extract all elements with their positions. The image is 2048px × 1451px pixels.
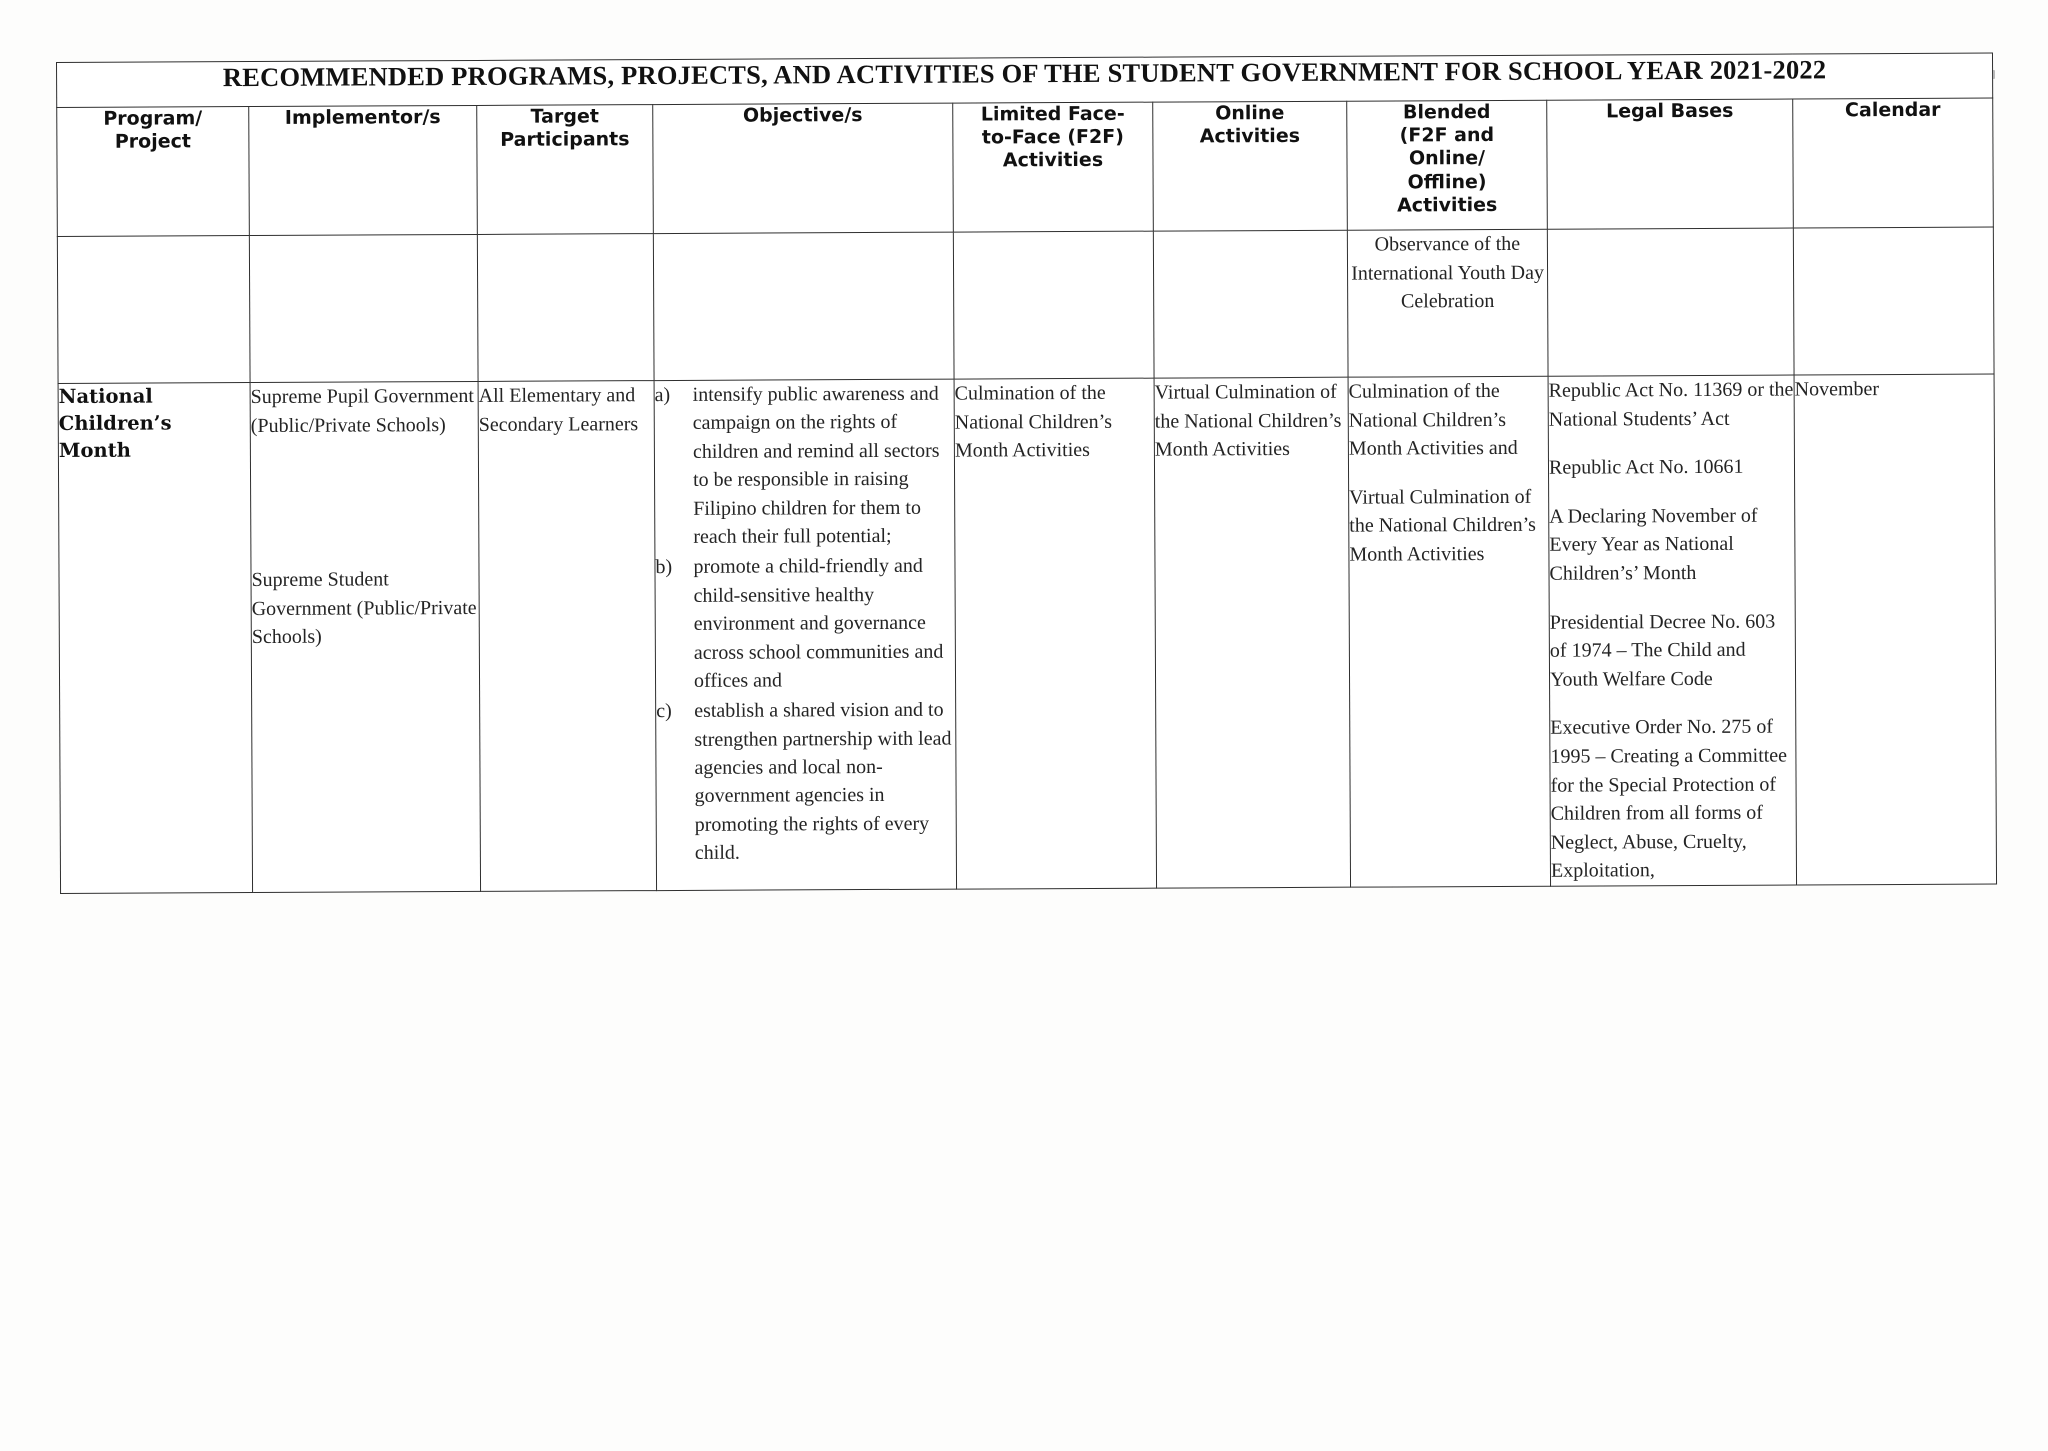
blended-entry: Virtual Culmination of the National Children’s Month Activities <box>1349 485 1536 566</box>
column-header-objectives <box>653 103 954 233</box>
header-line: Target <box>530 105 599 128</box>
cell-target-participants: All Elementary and Secondary Learners <box>478 381 656 892</box>
header-line: Calendar <box>1844 98 1941 122</box>
legal-basis-entry: Executive Order No. 275 of 1995 – Creating a Committee for the Special Protection of Children from all forms of Neglect, Abuse, Cruelty, Exploitation, <box>1550 715 1788 883</box>
column-header-limited-f2f <box>953 102 1154 232</box>
column-header-implementors <box>249 105 478 235</box>
header-line: Legal Bases <box>1606 99 1734 123</box>
cell-blended-activities: Observance of the International Youth Day Celebration <box>1347 229 1548 377</box>
header-line: Project <box>114 130 191 153</box>
cell-limited-f2f: Culmination of the National Children’s Month Activities <box>954 378 1156 889</box>
objective-item: promote a child-friendly and child-sensitive healthy environment and governance across school communities and offices and <box>693 555 944 692</box>
column-header-blended-activities <box>1347 100 1548 230</box>
cell-legal-bases <box>1548 375 1796 886</box>
column-header-legal-bases <box>1547 99 1794 229</box>
cell-online-activities <box>1153 230 1348 378</box>
cell-calendar <box>1793 227 1994 375</box>
cell-legal-bases <box>1547 228 1794 376</box>
objectives-list <box>655 380 956 868</box>
cell-implementors <box>250 381 480 892</box>
cell-blended-activities <box>1348 376 1550 887</box>
header-line: Objective/s <box>742 104 863 127</box>
page-title: RECOMMENDED PROGRAMS, PROJECTS, AND ACTIVITIES OF THE STUDENT GOVERNMENT FOR SCHOOL YEAR 2021-2022 <box>222 54 1827 93</box>
header-line: Activities <box>1002 149 1104 172</box>
cell-online-activities: Virtual Culmination of the National Children’s Month Activities <box>1154 377 1350 888</box>
legal-basis-entry: A Declaring November of Every Year as National Children’s’ Month <box>1549 504 1758 585</box>
programs-table <box>56 53 1997 894</box>
header-line: to-Face (F2F) <box>981 125 1124 149</box>
cell-objectives <box>654 379 956 890</box>
legal-basis-entry: Republic Act No. 10661 <box>1548 455 1744 479</box>
header-line: Participants <box>500 128 630 152</box>
header-line: Activities <box>1397 193 1498 217</box>
table-row <box>58 374 1997 893</box>
cell-limited-f2f <box>953 231 1154 379</box>
header-line: (F2F and <box>1399 124 1495 147</box>
column-header-online-activities <box>1153 101 1348 231</box>
header-line: Blended <box>1402 100 1491 124</box>
table-header-row <box>57 98 1994 236</box>
header-line: Program/ <box>103 107 203 130</box>
column-header-calendar <box>1793 98 1994 228</box>
header-line: Offline) <box>1407 170 1487 193</box>
cell-objectives <box>653 232 954 380</box>
objective-item: intensify public awareness and campaign on the rights of children and remind all sectors to be responsible in raising Filipino children for them to reach their full potential; <box>692 382 940 548</box>
cell-program-project <box>57 236 250 384</box>
header-line: Online <box>1215 101 1285 125</box>
column-header-program-project <box>57 107 250 237</box>
table-row <box>57 227 1994 383</box>
legal-basis-entry: Presidential Decree No. 603 of 1974 – The Child and Youth Welfare Code <box>1549 610 1776 691</box>
implementor-entry: Supreme Pupil Government (Public/Private Schools) <box>250 384 475 437</box>
column-header-target-participants <box>477 105 654 235</box>
header-line: Limited Face- <box>980 102 1125 126</box>
objective-item: establish a shared vision and to strengthen partnership with lead agencies and local non-government agencies in promoting the rights of every child. <box>694 698 952 865</box>
header-line: Activities <box>1199 125 1301 148</box>
header-line: Online/ <box>1408 147 1486 170</box>
cell-program-project: National Children’s Month <box>58 383 252 894</box>
cell-target-participants <box>477 234 654 382</box>
header-line: Implementor/s <box>284 106 441 129</box>
blended-entry: Culmination of the National Children’s Month Activities and <box>1348 379 1518 460</box>
scanned-table-region <box>56 53 1996 894</box>
implementor-entry: Supreme Student Government (Public/Private Schools) <box>251 568 477 649</box>
cell-calendar: November <box>1794 374 1997 885</box>
legal-basis-entry: Republic Act No. 11369 or the National Students’ Act <box>1548 378 1794 431</box>
cell-implementors <box>249 234 478 382</box>
